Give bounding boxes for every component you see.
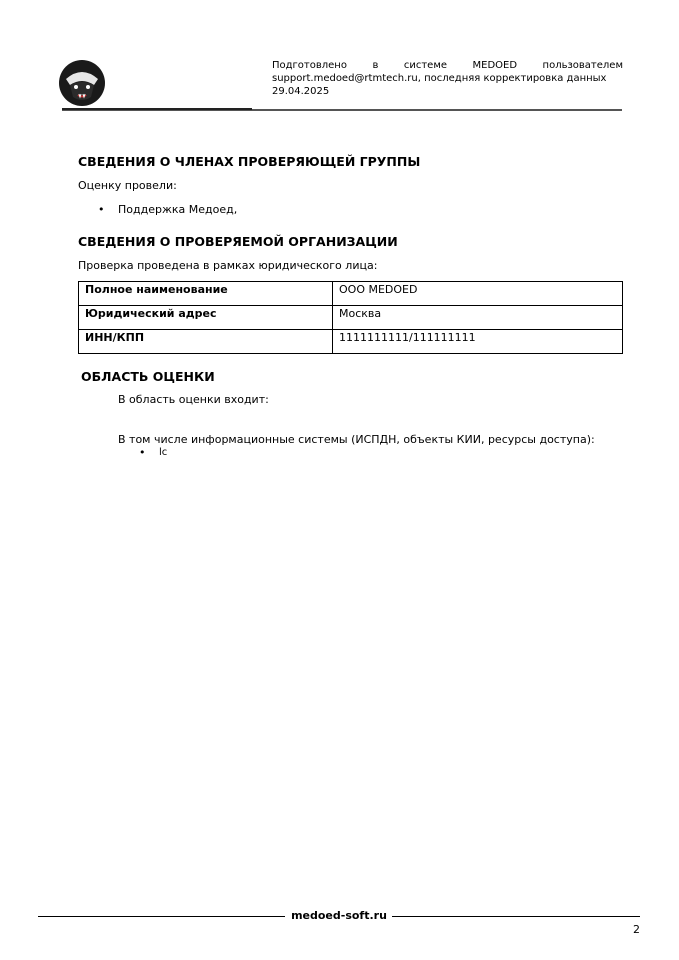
bullet-icon: • <box>139 446 146 459</box>
honey-badger-logo-icon <box>58 59 106 107</box>
page-number: 2 <box>633 923 640 936</box>
section-heading-org: СВЕДЕНИЯ О ПРОВЕРЯЕМОЙ ОРГАНИЗАЦИИ <box>78 234 398 249</box>
member-item: Поддержка Медоед, <box>118 203 238 216</box>
table-value: Москва <box>333 306 623 330</box>
table-key: Полное наименование <box>79 282 333 306</box>
header-word: пользователем <box>542 60 623 71</box>
header-line-2: support.medoed@rtmtech.ru, последняя корректировка данных <box>272 73 607 84</box>
system-item: lc <box>159 447 168 458</box>
header-word: в <box>372 60 379 71</box>
footer-divider-right <box>392 916 640 917</box>
header-date: 29.04.2025 <box>272 86 330 97</box>
table-row <box>79 306 623 330</box>
header-word: MEDOED <box>472 60 518 71</box>
header-divider-accent <box>62 108 252 110</box>
footer-site: medoed-soft.ru <box>291 909 387 922</box>
section-heading-scope: ОБЛАСТЬ ОЦЕНКИ <box>81 369 215 384</box>
footer-divider-left <box>38 916 285 917</box>
group-intro: Оценку провели: <box>78 179 177 192</box>
table-value: ООО MEDOED <box>333 282 623 306</box>
bullet-icon: • <box>98 203 105 216</box>
scope-intro: В область оценки входит: <box>118 393 269 406</box>
org-info-table <box>78 281 623 354</box>
header-word: Подготовлено <box>272 60 347 71</box>
table-key: ИНН/КПП <box>79 330 333 354</box>
table-value: 1111111111/111111111 <box>333 330 623 354</box>
table-row <box>79 330 623 354</box>
table-key: Юридический адрес <box>79 306 333 330</box>
systems-intro: В том числе информационные системы (ИСПДН, объекты КИИ, ресурсы доступа): <box>118 433 595 446</box>
org-intro: Проверка проведена в рамках юридического лица: <box>78 259 378 272</box>
header-prepared-note <box>272 59 623 98</box>
table-row <box>79 282 623 306</box>
header-line-1 <box>272 59 623 72</box>
header-word: системе <box>403 60 448 71</box>
section-heading-group: СВЕДЕНИЯ О ЧЛЕНАХ ПРОВЕРЯЮЩЕЙ ГРУППЫ <box>78 154 421 169</box>
